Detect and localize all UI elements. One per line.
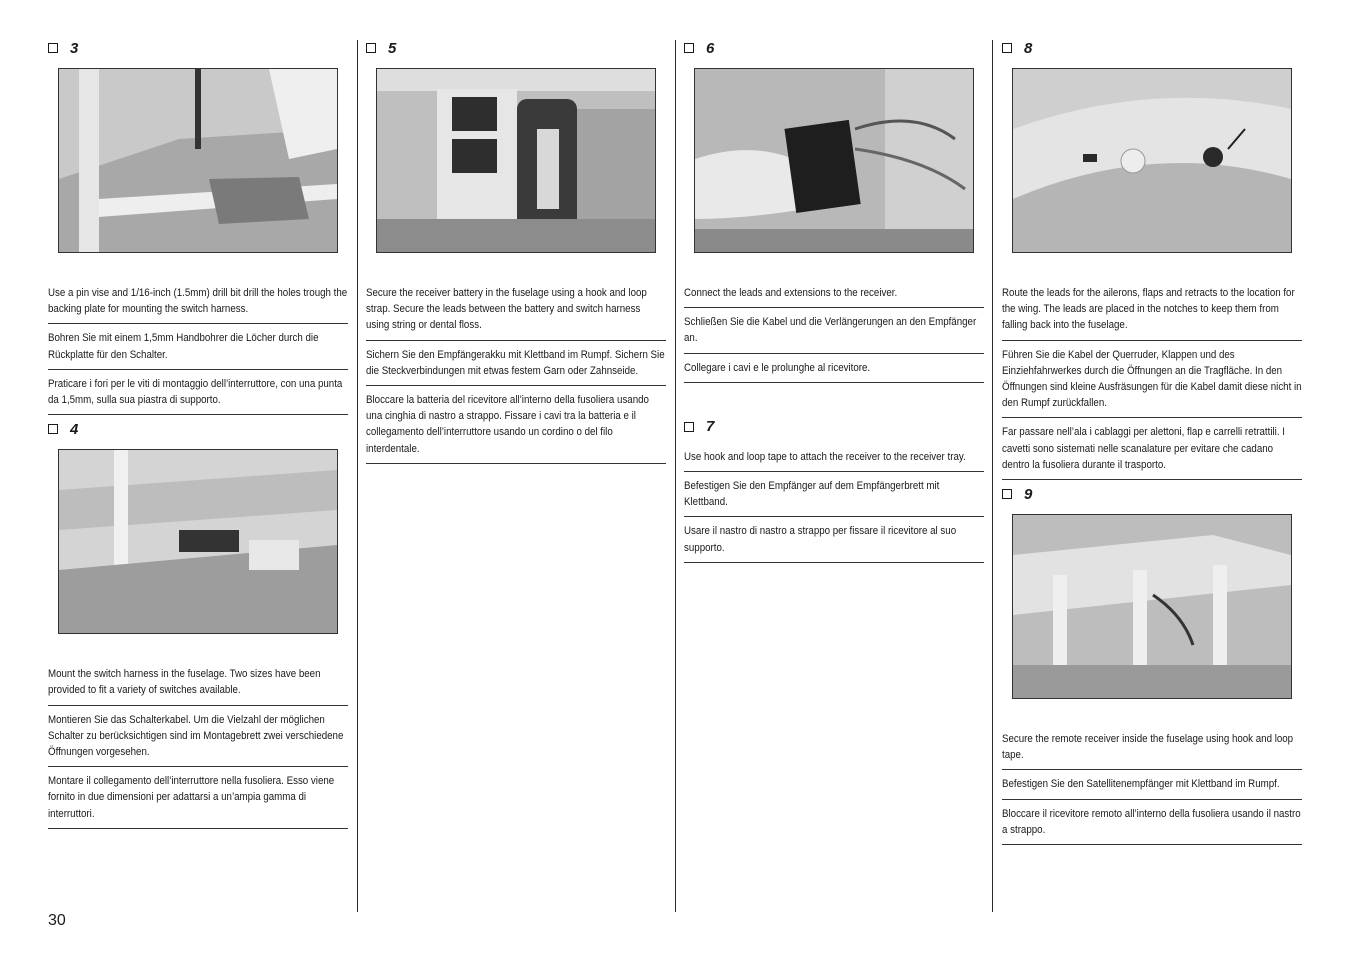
instruction-paragraph [366,345,666,386]
step-number: 5 [388,39,397,57]
paragraph-it: Bloccare la batteria del ricevitore all’interno della fusoliera usando una cinghia di nastro a strappo. Fissare i cavi tra la batteria e il collegamento dell’interruttore usando un cordino o del filo interdentale. [366,394,649,455]
paragraph-en: Secure the receiver battery in the fuselage using a hook and loop strap. Secure the leads between the battery and switch harness using string or dental floss. [366,287,647,332]
instruction-paragraph [48,664,348,705]
column-divider [675,40,676,912]
step-number: 3 [70,39,79,57]
step-number: 9 [1024,485,1033,503]
step-checkbox[interactable] [366,43,376,53]
paragraph-en: Route the leads for the ailerons, flaps and retracts to the location for the wing. The leads are placed in the notches to keep them from falling back into the fuselage. [1002,287,1295,332]
paragraph-en: Use hook and loop tape to attach the receiver to the receiver tray. [684,450,966,463]
paragraph-it: Montare il collegamento dell’interruttore nella fusoliera. Esso viene fornito in due dimensioni per adattarsi a un’ampia gamma di interruttori. [48,775,335,820]
instruction-paragraph [1002,774,1302,799]
step-number: 7 [706,418,715,436]
instruction-paragraph [48,283,348,324]
instruction-paragraph [684,476,984,517]
paragraph-de: Montieren Sie das Schalterkabel. Um die Vielzahl der möglichen Schalter zu berücksichtigen sind im Montagebrett zwei verschiedene Öffnungen vorgesehen. [48,713,344,759]
paragraph-de: Schließen Sie die Kabel und die Verlängerungen an den Empfänger an. [684,316,977,345]
paragraph-it: Collegare i cavi e le prolunghe al ricevitore. [684,361,871,374]
instruction-paragraph [366,390,666,464]
paragraph-en: Mount the switch harness in the fuselage. Two sizes have been provided to fit a variety of switches available. [48,668,321,697]
paragraph-en: Use a pin vise and 1/16-inch (1.5mm) drill bit drill the holes trough the backing plate for mounting the switch harness. [48,287,348,316]
paragraph-de: Befestigen Sie den Empfänger auf dem Empfängerbrett mit Klettband. [684,480,940,509]
instruction-paragraph [48,374,348,415]
instruction-paragraph [684,283,984,308]
step-3-header [48,38,348,58]
step-checkbox[interactable] [1002,43,1012,53]
step-checkbox[interactable] [684,422,694,432]
instruction-paragraph [1002,729,1302,770]
instruction-paragraph [1002,283,1302,341]
photo-fuselage-drilling-icon [58,68,338,253]
photo-receiver-battery-icon [376,68,656,253]
instruction-paragraph [684,312,984,353]
step-number: 4 [70,420,79,438]
photo-remote-receiver-icon [1012,514,1292,699]
instruction-paragraph [684,521,984,562]
column-3 [684,38,984,567]
step-8-header [1002,38,1302,58]
paragraph-it: Far passare nell’ala i cablaggi per alettoni, flap e carrelli retrattili. I cavetti sono sistemati nelle scanalature per evitare che cadano dentro la fusoliera durante il trasporto. [1002,426,1285,471]
step-checkbox[interactable] [1002,489,1012,499]
instruction-paragraph [48,710,348,768]
column-2 [366,38,666,468]
column-4 [1002,38,1302,849]
column-divider [992,40,993,912]
paragraph-it: Bloccare il ricevitore remoto all’interno della fusoliera usando il nastro a strappo. [1002,807,1301,836]
step-5-header [366,38,666,58]
page-number: 30 [48,912,66,929]
instruction-paragraph [48,328,348,369]
instruction-paragraph [1002,804,1302,845]
instruction-paragraph [48,771,348,829]
paragraph-de: Führen Sie die Kabel der Querruder, Klappen und des Einziehfahrwerkes durch die Öffnungen an die Tragfläche. In den Öffnungen sind kleine Ausfräsungen für die Kabel damit diese nicht in den Rumpf zurückfallen. [1002,348,1302,410]
photo-receiver-leads-icon [694,68,974,253]
instruction-paragraph [366,283,666,341]
paragraph-en: Connect the leads and extensions to the receiver. [684,287,898,299]
step-4-header [48,419,348,439]
instruction-paragraph [684,447,984,472]
step-checkbox[interactable] [48,43,58,53]
step-9-header [1002,484,1302,504]
paragraph-de: Bohren Sie mit einem 1,5mm Handbohrer die Löcher durch die Rückplatte für den Schalter. [48,332,319,361]
photo-switch-harness-icon [58,449,338,634]
paragraph-it: Usare il nastro di nastro a strappo per fissare il ricevitore al suo supporto. [684,525,957,554]
step-6-header [684,38,984,58]
step-number: 6 [706,39,715,57]
instruction-paragraph [1002,422,1302,480]
photo-wing-leads-icon [1012,68,1292,253]
step-checkbox[interactable] [684,43,694,53]
column-divider [357,40,358,912]
step-7-header [684,417,984,437]
paragraph-de: Sichern Sie den Empfängerakku mit Klettband im Rumpf. Sichern Sie die Steckverbindungen mit etwas festem Garn oder Zahnseide. [366,348,665,377]
column-1 [48,38,348,833]
instruction-paragraph [1002,345,1302,419]
paragraph-en: Secure the remote receiver inside the fuselage using hook and loop tape. [1002,733,1294,762]
step-checkbox[interactable] [48,424,58,434]
paragraph-de: Befestigen Sie den Satellitenempfänger mit Klettband im Rumpf. [1002,778,1280,791]
step-number: 8 [1024,39,1033,57]
paragraph-it: Praticare i fori per le viti di montaggio dell’interruttore, con una punta da 1,5mm, sulla sua piastra di supporto. [48,377,343,407]
instruction-paragraph [684,358,984,383]
